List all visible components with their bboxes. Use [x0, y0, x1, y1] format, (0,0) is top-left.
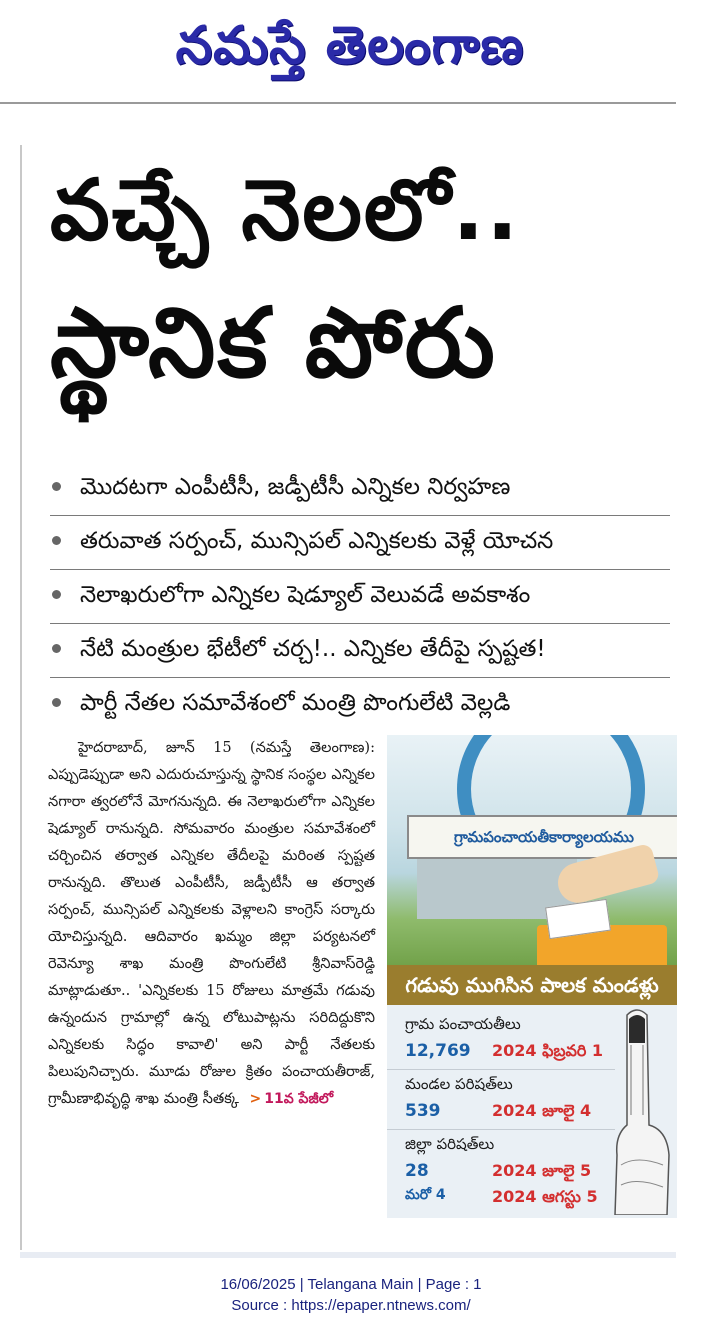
stat-count: 28: [405, 1161, 429, 1181]
stat-count-secondary: మరో 4: [405, 1187, 446, 1203]
bullet-text: నేటి మంత్రుల భేటీలో చర్చ!.. ఎన్నికల తేదీపై స్పష్టత!: [80, 636, 546, 662]
bullet-text: మొదటగా ఎంపీటీసీ, జడ్పీటీసీ ఎన్నికల నిర్వహణ: [80, 474, 511, 500]
stat-date: 2024 జూలై 5: [492, 1161, 592, 1180]
election-photo: [387, 735, 677, 965]
bullet-dot-icon: [52, 482, 61, 491]
bullet-item: [50, 570, 670, 624]
office-sign: గ్రామపంచాయతీకార్యాలయము: [407, 815, 677, 859]
inked-finger-icon: [607, 1005, 677, 1215]
stat-divider: [387, 1069, 615, 1070]
footer-date-line: 16/06/2025 | Telangana Main | Page : 1: [220, 1276, 482, 1293]
bullet-item: [50, 516, 670, 570]
bullet-item: [50, 678, 670, 732]
masthead-divider: [0, 102, 676, 104]
chevron-right-icon: >: [249, 1091, 262, 1107]
stat-divider: [387, 1129, 615, 1130]
stat-label: మండల పరిషత్‌లు: [405, 1075, 513, 1093]
bullet-text: తరువాత సర్పంచ్, మున్సిపల్ ఎన్నికలకు వెళ్లే యోచన: [80, 528, 554, 554]
footer-source-line: Source : https://epaper.ntnews.com/: [231, 1297, 471, 1314]
stat-label: గ్రామ పంచాయతీలు: [405, 1015, 521, 1033]
headline-line-2: స్థానిక పోరు: [50, 287, 497, 399]
stat-count: 539: [405, 1101, 441, 1121]
stat-label: జిల్లా పరిషత్‌లు: [405, 1135, 495, 1153]
bullet-dot-icon: [52, 698, 61, 707]
bullet-dot-icon: [52, 644, 61, 653]
stat-date-secondary: 2024 ఆగస్టు 5: [492, 1187, 598, 1206]
masthead: [0, 0, 702, 100]
bullet-list: [50, 462, 670, 732]
bullet-dot-icon: [52, 590, 61, 599]
headline-line-1: వచ్చే నెలలో..: [50, 161, 521, 259]
bullet-dot-icon: [52, 536, 61, 545]
newspaper-logo: నమస్తే తెలంగాణ: [175, 15, 525, 76]
column-divider: [20, 145, 22, 1250]
stat-count: 12,769: [405, 1041, 471, 1061]
bullet-item: [50, 624, 670, 678]
continued-link[interactable]: [250, 1091, 334, 1107]
bullet-item: [50, 462, 670, 516]
bullet-text: పార్టీ నేతల సమావేశంలో మంత్రి పొంగులేటి వెల్లడి: [80, 690, 511, 716]
page-footer: [0, 1274, 702, 1316]
stat-date: 2024 జూలై 4: [492, 1101, 592, 1120]
article-body: [48, 734, 375, 1113]
article-text: హైదరాబాద్, జూన్ 15 (నమస్తే తెలంగాణ): ఎప్పుడెప్పుడా అని ఎదురుచూస్తున్న స్థానిక సంస్థల ఎన్నికల నగారా త్వరలోనే మోగనున్నది. ఈ నెలాఖరులోగా ఎన్నికల షెడ్యూల్ రానున్నది. సోమవారం మంత్రుల సమావేశంలో చర్చించిన తర్వాత ఎన్నికల తేదీలపై మరింత స్పష్టత రానున్నది. తొలుత ఎంపీటీసీ, జడ్పీటీసీ ఆ తర్వాత సర్పంచ్, మున్సిపల్ ఎన్నికలకు వెళ్లాలని కాంగ్రెస్ సర్కారు యోచిస్తున్నది. ఆదివారం ఖమ్మం జిల్లా పర్యటనలో రెవెన్యూ శాఖ మంత్రి పొంగులేటి శ్రీనివాస్‌రెడ్డి మాట్లాడుతూ.. 'ఎన్నికలకు 15 రోజులు మాత్రమే గడువు ఉన్నందున గ్రామాల్లో ఉన్న లోటుపాట్లను సరిదిద్దుకొని ఎన్నికలకు సిద్ధం కావాలి' అని పార్టీ నేతలకు పిలుపునిచ్చారు. మూడు రోజుల క్రితం పంచాయతీరాజ్, గ్రామీణాభివృద్ధి శాఖ మంత్రి సీతక్క: [48, 739, 375, 1107]
bullet-text: నెలాఖరులోగా ఎన్నికల షెడ్యూల్ వెలువడే అవకాశం: [80, 582, 531, 608]
stat-date: 2024 ఫిబ్రవరి 1: [492, 1041, 604, 1060]
page-bottom-rule: [20, 1252, 676, 1258]
infobox-banner: గడువు ముగిసిన పాలక మండళ్లు: [387, 965, 677, 1005]
continued-label: 11వ పేజీలో: [264, 1091, 334, 1107]
